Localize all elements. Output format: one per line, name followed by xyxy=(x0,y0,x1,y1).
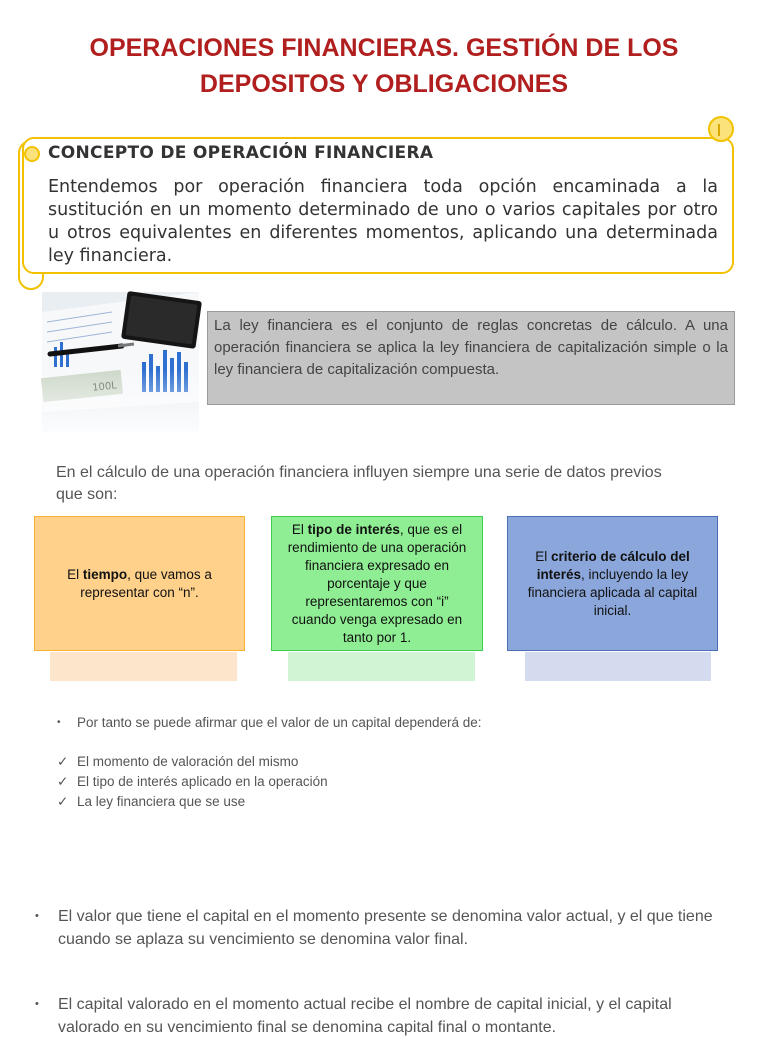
intro-text: En el cálculo de una operación financiera influyen siempre una serie de datos previos que son: xyxy=(56,464,662,503)
check-item-text: La ley financiera que se use xyxy=(77,794,246,809)
checkmark-icon: ✓ xyxy=(57,774,69,789)
title-line-2: DEPOSITOS Y OBLIGACIONES xyxy=(199,70,569,98)
page-title xyxy=(0,30,768,102)
scroll-curl-right-decoration xyxy=(708,116,734,142)
title-line-1: OPERACIONES FINANCIERAS. GESTIÓN DE LOS xyxy=(89,34,679,62)
check-item xyxy=(57,754,298,770)
finance-chart-pen-photo xyxy=(42,292,199,432)
bullet-icon: • xyxy=(35,910,39,922)
card-calculation-criterion-reflection xyxy=(525,652,711,681)
paragraph-value-types xyxy=(35,905,715,951)
concept-body: Entendemos por operación financiera toda opción encaminada a la sustitución en un momento determinado de uno o varios capitales por otro u otros equivalentes en diferentes momentos, aplicando una determinada ley financiera. xyxy=(48,177,718,266)
finance-photo-svg xyxy=(42,292,199,432)
paragraph-initial-capital xyxy=(35,993,715,1039)
card-calculation-criterion-text: El criterio de cálculo del interés, incluyendo la ley financiera aplicada al capital inicial. xyxy=(527,548,698,618)
depends-item xyxy=(57,715,482,730)
card-time-text: El tiempo, que vamos a representar con “n”. xyxy=(67,566,212,600)
check-item xyxy=(57,794,245,810)
check-item-text: El momento de valoración del mismo xyxy=(77,754,299,769)
bullet-icon: • xyxy=(57,717,61,728)
bullet-icon: • xyxy=(35,998,39,1010)
check-item xyxy=(57,774,328,790)
card-interest-rate xyxy=(271,516,483,651)
financial-law-box: La ley financiera es el conjunto de reglas concretas de cálculo. A una operación financiera se aplica la ley financiera de capitalización simple o la ley financiera de capitalización compuesta. xyxy=(207,311,735,405)
card-time xyxy=(34,516,245,651)
checkmark-icon: ✓ xyxy=(57,754,69,769)
card-calculation-criterion xyxy=(507,516,718,651)
card-interest-rate-text: El tipo de interés, que es el rendimiento de una operación financiera expresado en porcentaje y que representaremos con “i” cuando venga expresado en tanto por 1. xyxy=(287,521,467,645)
paragraph-text: El valor que tiene el capital en el momento presente se denomina valor actual, y el que tiene cuando se aplaza su vencimiento se denomina valor final. xyxy=(58,908,713,948)
depends-text: Por tanto se puede afirmar que el valor de un capital dependerá de: xyxy=(77,715,482,730)
checkmark-icon: ✓ xyxy=(57,794,69,809)
check-item-text: El tipo de interés aplicado en la operación xyxy=(77,774,328,789)
paragraph-text: El capital valorado en el momento actual recibe el nombre de capital inicial, y el capital valorado en su vencimiento final se denomina capital final o montante. xyxy=(58,996,672,1036)
card-interest-rate-reflection xyxy=(288,652,475,681)
scroll-curl-dot-decoration xyxy=(24,146,40,162)
card-time-reflection xyxy=(50,652,237,681)
concept-heading: CONCEPTO DE OPERACIÓN FINANCIERA xyxy=(48,143,434,163)
